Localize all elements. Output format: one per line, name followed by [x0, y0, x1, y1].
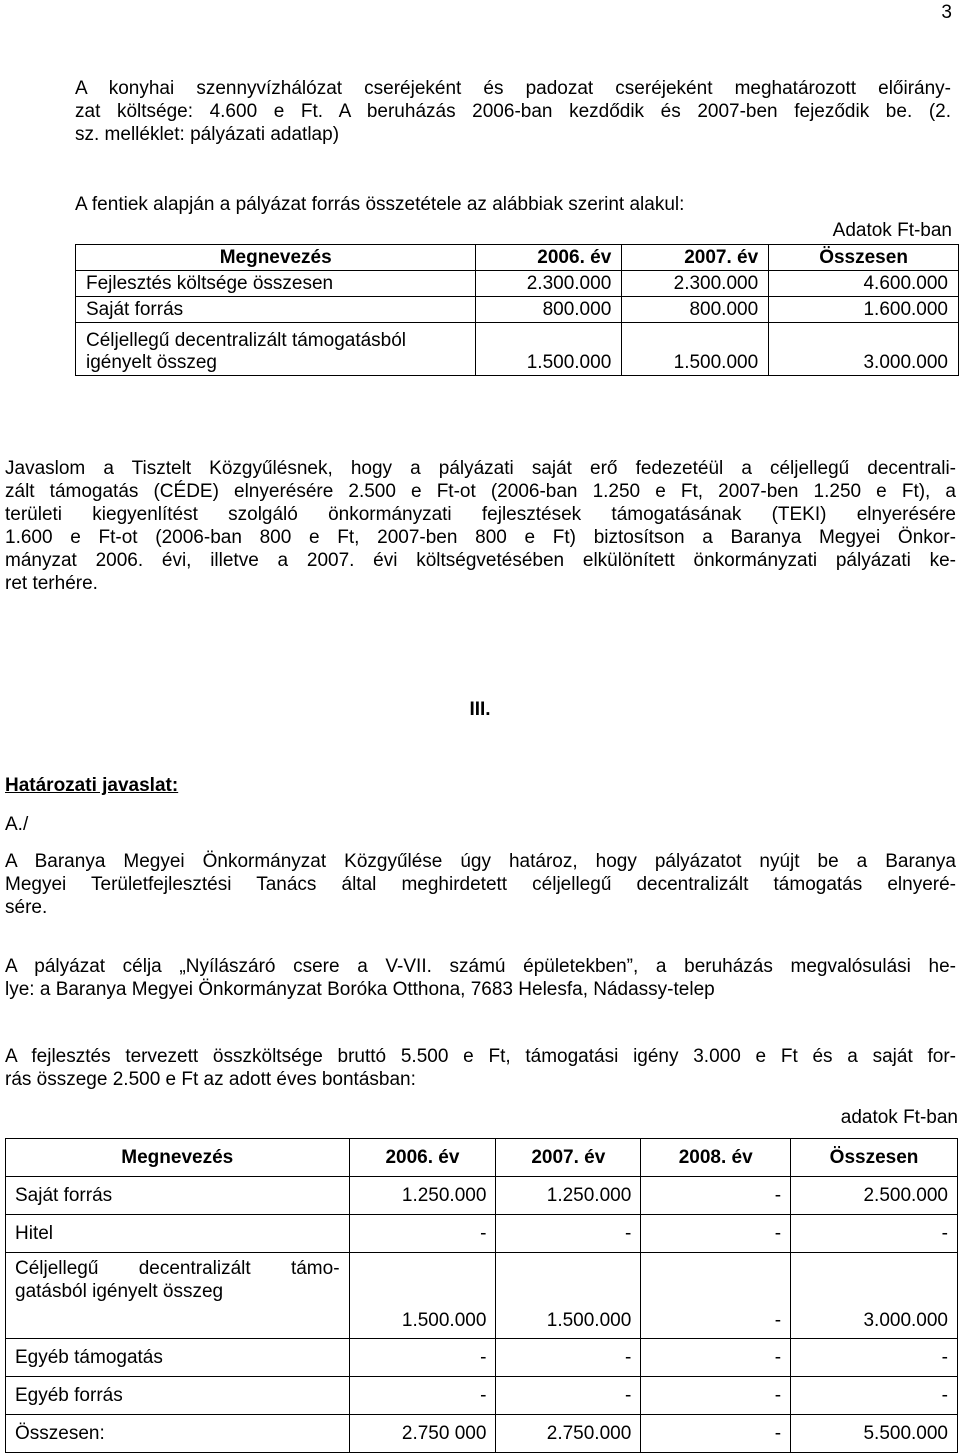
- row-name: Fejlesztés költsége összesen: [76, 271, 476, 297]
- table1-unit: Adatok Ft-ban: [832, 220, 952, 241]
- row-name: [6, 1253, 350, 1339]
- row-name: Összesen:: [6, 1415, 350, 1453]
- row-name: Saját forrás: [6, 1177, 350, 1215]
- cell-2006: -: [349, 1339, 496, 1377]
- cell-total: -: [791, 1377, 958, 1415]
- cell-2008: -: [641, 1253, 791, 1339]
- col-header-2007: 2007. év: [496, 1139, 641, 1177]
- cell-2008: -: [641, 1177, 791, 1215]
- cell-total: 5.500.000: [791, 1415, 958, 1453]
- col-header-2006: 2006. év: [476, 245, 622, 271]
- cell-2006: 1.500.000: [349, 1253, 496, 1339]
- cell-2008: -: [641, 1377, 791, 1415]
- col-header-osszesen: Összesen: [769, 245, 959, 271]
- cell-2006: 1.500.000: [476, 323, 622, 376]
- text-line: A fejlesztés tervezett összköltsége bruttó 5.500 e Ft, támogatási igény 3.000 e Ft és a saját for-: [5, 1046, 956, 1067]
- cell-2006: -: [349, 1215, 496, 1253]
- text-line: lye: a Baranya Megyei Önkormányzat Boróka Otthona, 7683 Helesfa, Nádassy-telep: [5, 979, 715, 1000]
- table-row: [6, 1377, 958, 1415]
- table-row: [6, 1177, 958, 1215]
- hatarozati-heading: Határozati javaslat:: [5, 775, 179, 796]
- text-line: sz. melléklet: pályázati adatlap): [75, 124, 340, 145]
- a-label: A./: [5, 814, 29, 835]
- cell-2007: 800.000: [622, 297, 769, 323]
- cell-total: 4.600.000: [769, 271, 959, 297]
- table2-unit: adatok Ft-ban: [840, 1107, 958, 1128]
- col-header-osszesen: Összesen: [791, 1139, 958, 1177]
- baranya-paragraph: [5, 850, 956, 919]
- row-name: Egyéb forrás: [6, 1377, 350, 1415]
- cell-2006: 2.300.000: [476, 271, 622, 297]
- palyazat-paragraph: [5, 955, 956, 1001]
- cell-2007: 2.750.000: [496, 1415, 641, 1453]
- funding-table-2: [5, 1138, 958, 1453]
- text-line: A Baranya Megyei Önkormányzat Közgyűlése úgy határoz, hogy pályázatot nyújt be a Baranya: [5, 851, 956, 872]
- text-line: 1.600 e Ft-ot (2006-ban 800 e Ft, 2007-ben 800 e Ft) biztosítson a Baranya Megyei Önkor-: [5, 527, 956, 548]
- row-name: Hitel: [6, 1215, 350, 1253]
- cell-2007: 2.300.000: [622, 271, 769, 297]
- text-line: mányzat 2006. évi, illetve a 2007. évi költségvetésében elkülönített önkormányzati pályázati ke-: [5, 550, 956, 571]
- col-header-megnevezes: Megnevezés: [6, 1139, 350, 1177]
- table-row: [6, 1253, 958, 1339]
- cell-2008: -: [641, 1415, 791, 1453]
- table-row: [76, 271, 959, 297]
- cell-total: 1.600.000: [769, 297, 959, 323]
- cell-2006: 800.000: [476, 297, 622, 323]
- row-name-line1: Céljellegű decentralizált támogatásból: [86, 330, 407, 351]
- table-row: [6, 1215, 958, 1253]
- fejlesztes-paragraph: [5, 1045, 956, 1091]
- cell-2008: -: [641, 1339, 791, 1377]
- row-name: Saját forrás: [76, 297, 476, 323]
- table-header-row: [76, 245, 959, 271]
- javaslom-paragraph: [5, 457, 956, 595]
- text-line: A konyhai szennyvízhálózat cseréjeként és padozat cseréjeként meghatározott előirány-: [75, 78, 951, 99]
- funding-table-1: [75, 244, 959, 376]
- text-line: területi kiegyenlítést szolgáló önkormányzati fejlesztések támogatásának (TEKI) elnyerésére: [5, 504, 956, 525]
- row-name: [76, 323, 476, 376]
- row-name-line2: gatásból igényelt összeg: [15, 1281, 224, 1302]
- cell-2006: 1.250.000: [349, 1177, 496, 1215]
- cell-2006: -: [349, 1377, 496, 1415]
- section-heading: III.: [469, 699, 491, 720]
- cell-2007: -: [496, 1377, 641, 1415]
- text-line: sére.: [5, 897, 48, 918]
- table-header-row: [6, 1139, 958, 1177]
- cell-2007: -: [496, 1339, 641, 1377]
- page-number: 3: [941, 2, 952, 23]
- row-name-line2: igényelt összeg: [86, 352, 217, 373]
- intro-paragraph: [75, 77, 951, 146]
- cell-total: 3.000.000: [791, 1253, 958, 1339]
- cell-2007: 1.500.000: [622, 323, 769, 376]
- text-line: zat költsége: 4.600 e Ft. A beruházás 2006-ban kezdődik és 2007-ben fejeződik be. (2.: [75, 101, 951, 122]
- cell-2008: -: [641, 1215, 791, 1253]
- cell-total: -: [791, 1339, 958, 1377]
- table-row: [6, 1339, 958, 1377]
- text-line: rás összege 2.500 e Ft az adott éves bontásban:: [5, 1069, 416, 1090]
- text-line: ret terhére.: [5, 573, 98, 594]
- col-header-2007: 2007. év: [622, 245, 769, 271]
- table-row: [76, 323, 959, 376]
- fentiek-sentence: A fentiek alapján a pályázat forrás összetétele az alábbiak szerint alakul:: [75, 194, 685, 215]
- col-header-megnevezes: Megnevezés: [76, 245, 476, 271]
- row-name: Egyéb támogatás: [6, 1339, 350, 1377]
- cell-total: -: [791, 1215, 958, 1253]
- cell-total: 2.500.000: [791, 1177, 958, 1215]
- text-line: zált támogatás (CÉDE) elnyerésére 2.500 e Ft-ot (2006-ban 1.250 e Ft, 2007-ben 1.250 e Ft), a: [5, 481, 956, 502]
- table-row: [76, 297, 959, 323]
- text-line: Megyei Területfejlesztési Tanács által meghirdetett céljellegű decentralizált támogatás elnyeré-: [5, 874, 956, 895]
- cell-total: 3.000.000: [769, 323, 959, 376]
- text-line: Javaslom a Tisztelt Közgyűlésnek, hogy a pályázati saját erő fedezetéül a céljellegű decentrali-: [5, 458, 956, 479]
- text-line: A pályázat célja „Nyílászáró csere a V-VII. számú épületekben”, a beruházás megvalósulási he-: [5, 956, 956, 977]
- cell-2007: -: [496, 1215, 641, 1253]
- table-row: [6, 1415, 958, 1453]
- cell-2007: 1.250.000: [496, 1177, 641, 1215]
- cell-2007: 1.500.000: [496, 1253, 641, 1339]
- col-header-2008: 2008. év: [641, 1139, 791, 1177]
- col-header-2006: 2006. év: [349, 1139, 496, 1177]
- cell-2006: 2.750 000: [349, 1415, 496, 1453]
- row-name-line1: Céljellegű decentralizált támo-: [15, 1258, 340, 1279]
